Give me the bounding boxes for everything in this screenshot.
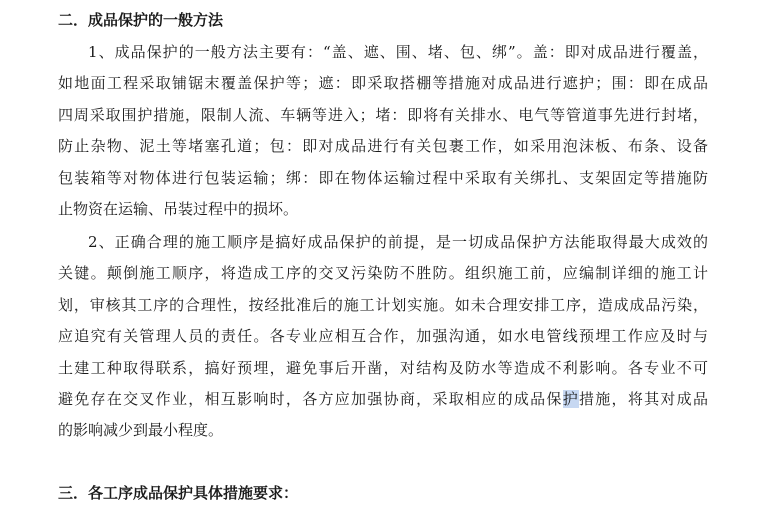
- text-run: 避免存在交叉作业，相互影响时，各方应加强协商，采取相应的成品保: [58, 389, 563, 408]
- paragraph-line: 关键。颠倒施工顺序，将造成工序的交叉污染防不胜防。组织施工前，应编制详细的施工计: [58, 264, 708, 283]
- paragraph-line: 四周采取围护措施，限制人流、车辆等进入；堵：即将有关排水、电气等管道事先进行封堵，: [58, 105, 708, 124]
- text-run: 措施，将其对成品: [579, 389, 708, 408]
- section-heading-general-methods: 二．成品保护的一般方法: [58, 11, 224, 29]
- paragraph-line: 土建工种取得联系，搞好预埋，避免事后开凿，对结构及防水等造成不利影响。各专业不可: [58, 358, 708, 377]
- paragraph-protection-methods: [58, 37, 708, 225]
- paragraph-line: 2、正确合理的施工顺序是搞好成品保护的前提，是一切成品保护方法能取得最大成效的: [88, 233, 708, 251]
- paragraph-line: 止物资在运输、吊装过程中的损坏。: [58, 199, 299, 218]
- paragraph-line: 1、成品保护的一般方法主要有：“盖、遮、围、堵、包、绑”。盖：即对成品进行覆盖，: [88, 43, 708, 61]
- paragraph-line-with-selection[interactable]: [58, 384, 708, 415]
- paragraph-line: 包装箱等对物体进行包装运输；绑：即在物体运输过程中采取有关绑扎、支架固定等措施防: [58, 168, 708, 187]
- paragraph-line: 防止杂物、泥土等堵塞孔道；包：即对成品进行有关包裹工作，如采用泡沫板、布条、设备: [58, 137, 708, 156]
- text-selection-highlight[interactable]: 护: [562, 389, 579, 408]
- section-heading-specific-measures: 三．各工序成品保护具体措施要求：: [58, 484, 299, 502]
- paragraph-line: 的影响减少到最小程度。: [58, 421, 224, 440]
- paragraph-line: 划，审核其工序的合理性，按经批准后的施工计划实施。如未合理安排工序，造成成品污染，: [58, 295, 708, 314]
- paragraph-line: 应追究有关管理人员的责任。各专业应相互合作，加强沟通，如水电管线预埋工作应及时与: [58, 327, 708, 346]
- paragraph-construction-sequence: [58, 227, 708, 447]
- paragraph-line: 如地面工程采取铺锯末覆盖保护等；遮：即采取搭棚等措施对成品进行遮护；围：即在成品: [58, 74, 708, 93]
